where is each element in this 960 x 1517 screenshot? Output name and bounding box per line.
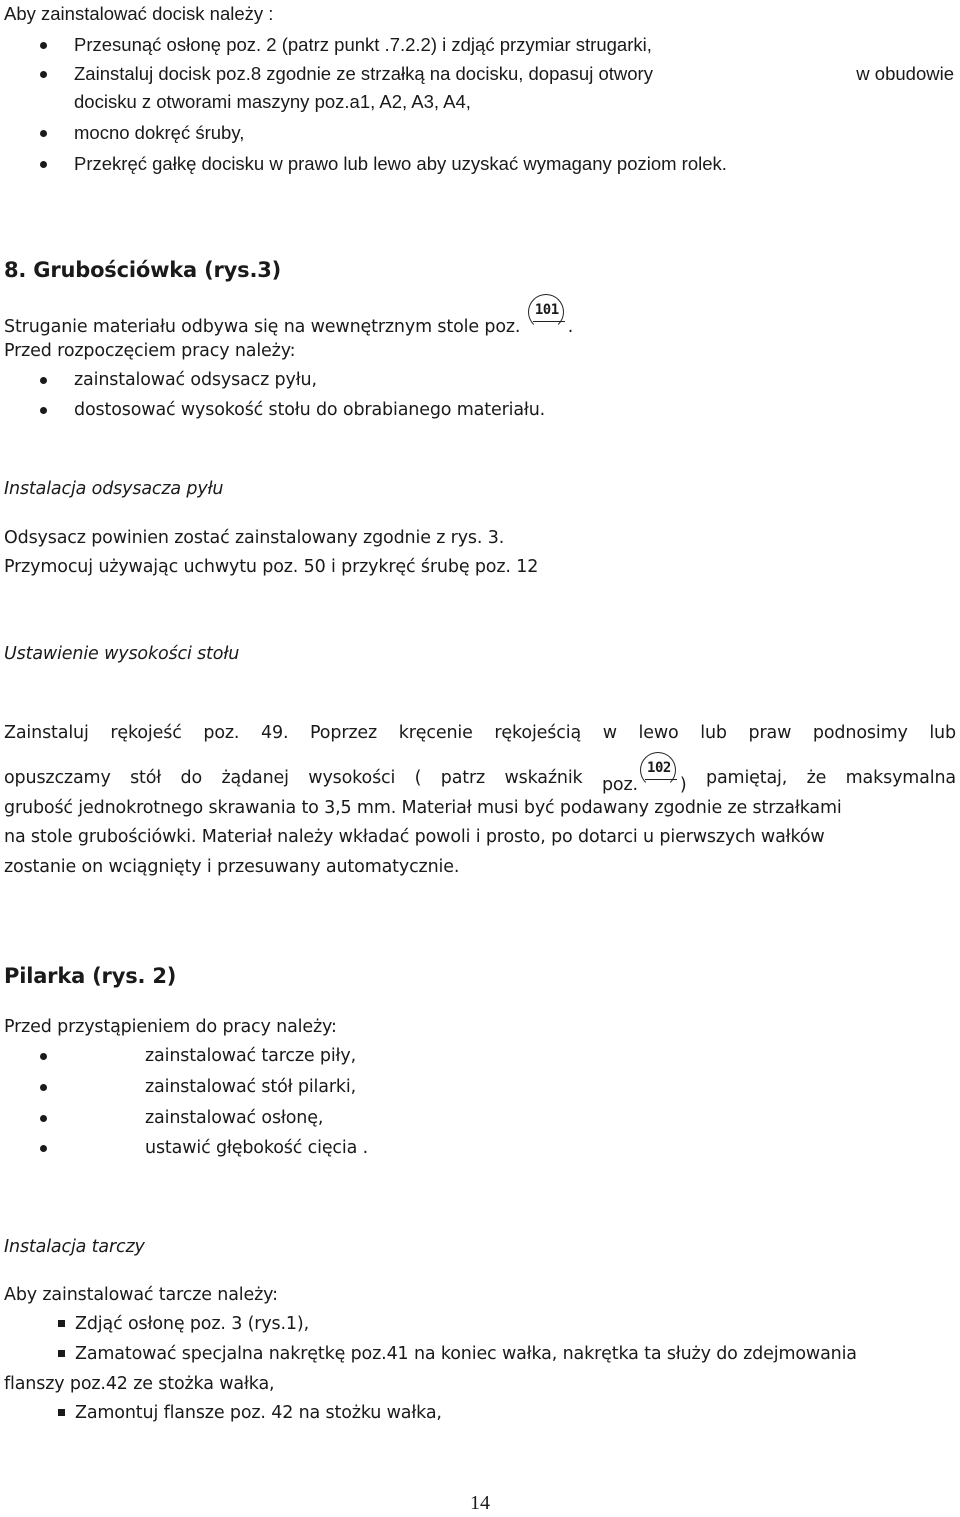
word: lub <box>700 723 727 743</box>
bullet <box>40 407 47 414</box>
word: opuszczamy <box>4 768 111 788</box>
bullet <box>40 377 47 384</box>
pilarka-step-4: ustawić głębokość cięcia . <box>145 1138 369 1158</box>
section-heading-pilarka: Pilarka (rys. 2) <box>4 964 177 988</box>
word: praw <box>748 723 792 743</box>
grubo-line-1 <box>4 302 956 339</box>
tarcza-step-3: Zamontuj flansze poz. 42 na stożku wałka, <box>75 1403 442 1423</box>
bullet <box>40 161 47 168</box>
pilarka-step-1: zainstalować tarcze piły, <box>145 1046 357 1066</box>
stol-line-2 <box>4 760 956 797</box>
word: żądanej <box>221 768 289 788</box>
bullet <box>40 1084 47 1091</box>
grubo-line-2: Przed rozpoczęciem pracy należy: <box>4 341 296 361</box>
word: ( <box>414 768 422 788</box>
stol-line-3: grubość jednokrotnego skrawania to 3,5 mm. Materiał musi być podawany zgodnie ze strzałkami <box>4 798 842 818</box>
grubo-line-1-text: Struganie materiału odbywa się na wewnętrznym stole poz. <box>4 317 521 337</box>
reference-tag-number: 101 <box>534 302 559 318</box>
word: Zainstaluj <box>4 723 89 743</box>
word: Poprzez <box>310 723 378 743</box>
word-with-tag <box>601 760 687 797</box>
square-bullet <box>58 1409 65 1416</box>
word: lub <box>929 723 956 743</box>
docisk-step-4: Przekręć gałkę docisku w prawo lub lewo aby uzyskać wymagany poziom rolek. <box>74 153 727 174</box>
odsysacz-line-1: Odsysacz powinien zostać zainstalowany zgodnie z rys. 3. <box>4 528 505 548</box>
docisk-step-2-text: Zainstaluj docisk poz.8 zgodnie ze strzałką na docisku, dopasuj otwory <box>74 63 653 84</box>
reference-tag-101 <box>527 302 567 334</box>
pilarka-intro: Przed przystąpieniem do pracy należy: <box>4 1017 337 1037</box>
stol-line-4: na stole grubościówki. Materiał należy wkładać powoli i prosto, po dotarci u pierwszych wałków <box>4 827 825 847</box>
square-bullet <box>58 1350 65 1357</box>
word: stół <box>130 768 162 788</box>
word: rękojeść <box>110 723 182 743</box>
word: poz. <box>203 723 240 743</box>
bullet <box>40 1145 47 1152</box>
section-heading-stol: Ustawienie wysokości stołu <box>4 644 240 664</box>
word: 49. <box>260 723 289 743</box>
word: kręcenie <box>398 723 473 743</box>
word: wysokości <box>308 768 396 788</box>
docisk-step-2-end: w obudowie <box>856 63 954 84</box>
word: ) <box>679 775 687 795</box>
bullet <box>40 130 47 137</box>
word: wskaźnik <box>504 768 583 788</box>
reference-tag-102 <box>639 760 679 792</box>
word: że <box>806 768 827 788</box>
stol-line-1 <box>4 721 956 745</box>
tarcza-intro: Aby zainstalować tarcze należy: <box>4 1285 278 1305</box>
word: w <box>602 723 617 743</box>
docisk-step-2-cont: docisku z otworami maszyny poz.a1, A2, A3, A4, <box>74 91 471 112</box>
docisk-intro: Aby zainstalować docisk należy : <box>4 3 274 24</box>
grubo-step-1: zainstalować odsysacz pyłu, <box>74 370 317 390</box>
bullet <box>40 1053 47 1060</box>
docisk-step-2 <box>74 62 956 86</box>
word: patrz <box>440 768 486 788</box>
tarcza-step-2: Zamatować specjalna nakrętkę poz.41 na koniec wałka, nakrętka ta służy do zdejmowania <box>75 1344 857 1364</box>
word: rękojeścią <box>494 723 582 743</box>
word: lewo <box>638 723 679 743</box>
tarcza-step-1: Zdjąć osłonę poz. 3 (rys.1), <box>75 1314 309 1334</box>
section-heading-tarcza: Instalacja tarczy <box>4 1237 145 1257</box>
word: do <box>180 768 203 788</box>
bullet <box>40 42 47 49</box>
section-heading-grubosciowka: 8. Grubościówka (rys.3) <box>4 258 282 282</box>
word: podnosimy <box>812 723 908 743</box>
word: maksymalna <box>845 768 956 788</box>
bullet <box>40 1115 47 1122</box>
page-number: 14 <box>470 1492 490 1514</box>
square-bullet <box>58 1320 65 1327</box>
tarcza-step-2-cont: flanszy poz.42 ze stożka wałka, <box>4 1374 275 1394</box>
word: pamiętaj, <box>706 768 788 788</box>
grubo-line-1-end: . <box>567 317 574 337</box>
reference-tag-number: 102 <box>647 760 671 776</box>
stol-line-5: zostanie on wciągnięty i przesuwany automatycznie. <box>4 857 460 877</box>
word: poz. <box>601 775 638 795</box>
grubo-step-2: dostosować wysokość stołu do obrabianego materiału. <box>74 400 546 420</box>
pilarka-step-3: zainstalować osłonę, <box>145 1108 324 1128</box>
section-heading-odsysacz: Instalacja odsysacza pyłu <box>4 479 224 499</box>
docisk-step-1: Przesunąć osłonę poz. 2 (patrz punkt .7.2.2) i zdjąć przymiar strugarki, <box>74 34 652 55</box>
pilarka-step-2: zainstalować stół pilarki, <box>145 1077 356 1097</box>
odsysacz-line-2: Przymocuj używając uchwytu poz. 50 i przykręć śrubę poz. 12 <box>4 557 539 577</box>
docisk-step-3: mocno dokręć śruby, <box>74 122 245 143</box>
bullet <box>40 71 47 78</box>
